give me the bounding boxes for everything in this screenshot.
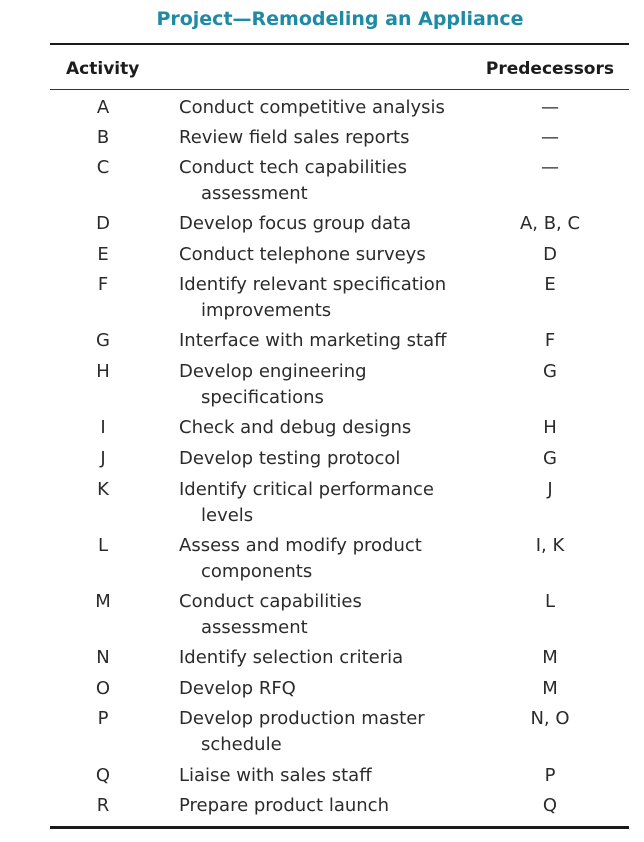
bottom-rule [50,826,629,829]
activity-letter: P [97,708,109,729]
activity-description [179,242,479,268]
activity-letter: Q [95,765,111,786]
description-line-1: Review field sales reports [179,127,410,148]
activity-description [179,793,479,819]
activity-letter: J [100,448,106,469]
activity-description [179,763,479,789]
predecessors-value: I, K [535,535,565,556]
description-line-1: Interface with marketing staff [179,330,447,351]
description-line-1: Develop RFQ [179,678,296,699]
predecessors-value: G [543,361,557,382]
description-line-1: Develop engineering [179,361,367,382]
description-line-1: Develop testing protocol [179,448,401,469]
description-line-2: schedule [201,734,282,755]
description-line-1: Liaise with sales staff [179,765,372,786]
predecessors-value: L [544,591,556,612]
description-line-1: Assess and modify product [179,535,422,556]
description-line-2: assessment [201,617,308,638]
activity-letter: H [96,361,110,382]
activity-letter: O [95,678,111,699]
top-rule [50,43,629,45]
activity-description [179,533,479,585]
predecessors-value: — [541,97,559,118]
description-line-1: Conduct competitive analysis [179,97,445,118]
description-line-2: levels [201,505,254,526]
activity-description [179,95,479,121]
description-line-1: Identify relevant specification [179,274,447,295]
description-line-1: Identify selection criteria [179,647,404,668]
activity-letter: A [96,97,110,118]
table-title: Project—Remodeling an Appliance [156,8,524,30]
activity-letter: M [95,591,111,612]
activity-description [179,272,479,324]
predecessors-value: H [543,417,557,438]
activity-letter: C [96,157,110,178]
description-line-1: Conduct tech capabilities [179,157,407,178]
activity-description [179,446,479,472]
predecessors-column-header: Predecessors [485,59,614,79]
activity-letter: F [97,274,109,295]
activity-column-header: Activity [66,59,140,79]
activity-description [179,359,479,411]
description-line-1: Conduct capabilities [179,591,362,612]
activity-letter: L [97,535,109,556]
description-line-1: Develop production master [179,708,425,729]
description-line-2: assessment [201,183,308,204]
predecessors-value: N, O [530,708,570,729]
activity-description [179,477,479,529]
activity-description [179,645,479,671]
predecessors-value: J [547,479,553,500]
description-line-1: Identify critical performance [179,479,434,500]
predecessors-value: — [541,127,559,148]
predecessors-value: P [544,765,556,786]
activity-letter: K [97,479,109,500]
activity-description [179,415,479,441]
predecessors-value: G [543,448,557,469]
predecessors-value: M [542,678,558,699]
activity-description [179,211,479,237]
activity-letter: G [96,330,110,351]
activity-letter: B [96,127,110,148]
predecessors-value: E [544,274,556,295]
activity-description [179,328,479,354]
description-line-1: Develop focus group data [179,213,412,234]
activity-letter: R [96,795,110,816]
predecessors-value: M [542,647,558,668]
activity-letter: E [97,244,109,265]
description-line-1: Conduct telephone surveys [179,244,426,265]
description-line-1: Prepare product launch [179,795,389,816]
description-line-2: improvements [201,300,332,321]
activity-letter: D [96,213,110,234]
activity-description [179,155,479,207]
predecessors-value: D [543,244,557,265]
activity-description [179,706,479,758]
activity-description [179,589,479,641]
description-line-2: specifications [201,387,324,408]
activity-letter: I [100,417,106,438]
description-line-1: Check and debug designs [179,417,412,438]
predecessors-value: Q [542,795,558,816]
header-rule [50,89,629,90]
activity-letter: N [96,647,110,668]
predecessors-value: A, B, C [519,213,581,234]
activity-description [179,125,479,151]
description-line-2: components [201,561,313,582]
predecessors-value: F [544,330,556,351]
activity-description [179,676,479,702]
predecessors-value: — [541,157,559,178]
